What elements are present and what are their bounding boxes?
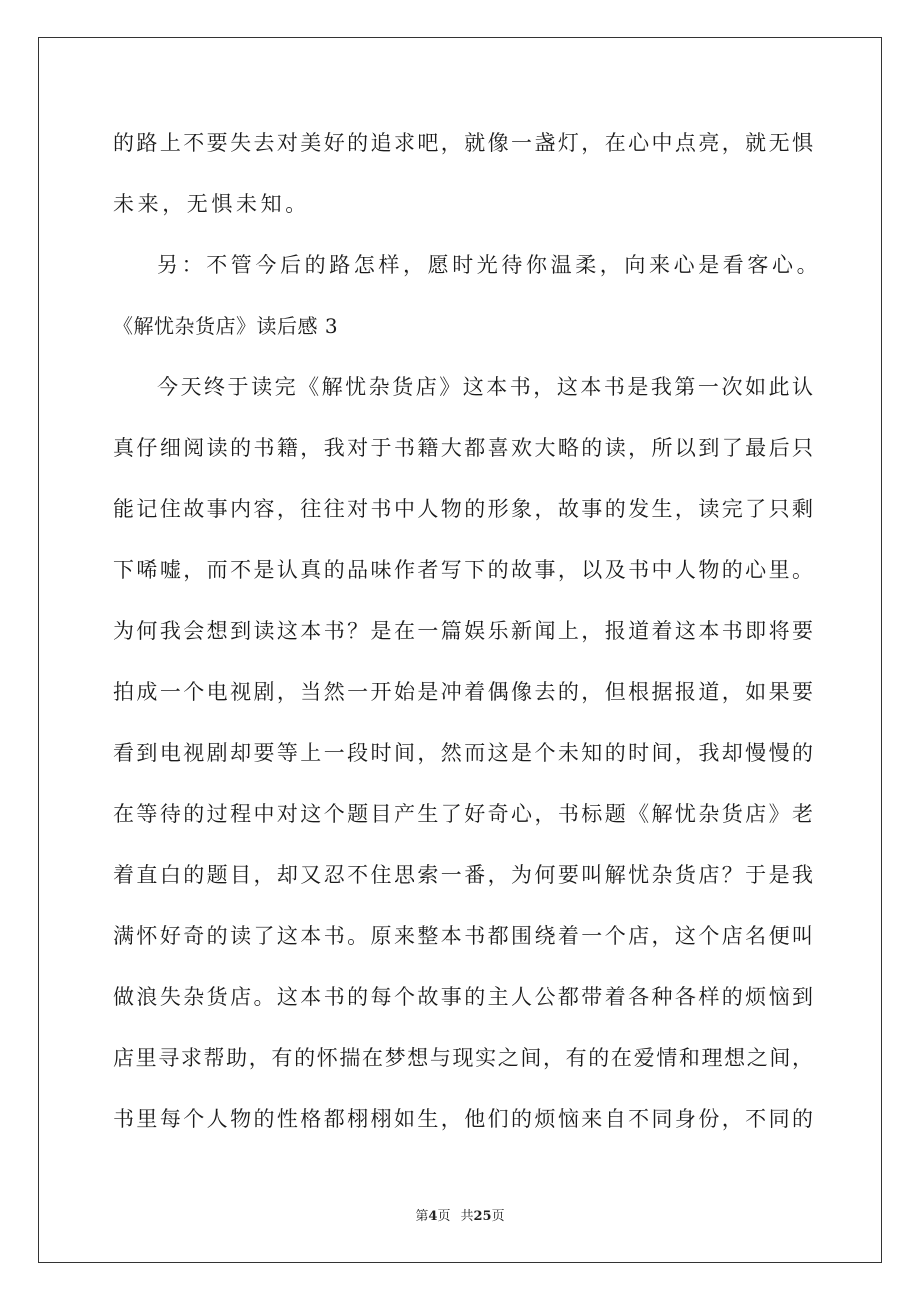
text-line: 能记住故事内容，往往对书中人物的形象，故事的发生，读完了只剩 bbox=[113, 497, 813, 521]
text-line: 未来，无惧未知。 bbox=[113, 192, 310, 216]
document-body bbox=[113, 113, 822, 1150]
page-prefix: 第 bbox=[415, 1209, 429, 1224]
text-line: 今天终于读完《解忧杂货店》这本书，这本书是我第一次如此认 bbox=[157, 375, 813, 399]
text-line: 满怀好奇的读了这本书。原来整本书都围绕着一个店，这个店名便叫 bbox=[113, 924, 813, 948]
current-page-number: 4 bbox=[428, 1209, 438, 1224]
text-line: 另：不管今后的路怎样，愿时光待你温柔，向来心是看客心。 bbox=[157, 253, 822, 277]
text-line: 下唏嘘，而不是认真的品味作者写下的故事，以及书中人物的心里。 bbox=[113, 558, 813, 582]
section-heading: 《解忧杂货店》读后感 3 bbox=[113, 314, 339, 338]
total-prefix: 共 bbox=[460, 1209, 474, 1224]
text-line: 书里每个人物的性格都栩栩如生，他们的烦恼来自不同身份，不同的 bbox=[113, 1107, 813, 1131]
text-line: 看到电视剧却要等上一段时间，然而这是个未知的时间，我却慢慢的 bbox=[113, 741, 813, 765]
text-line: 的路上不要失去对美好的追求吧，就像一盏灯，在心中点亮，就无惧 bbox=[113, 131, 813, 155]
text-line: 店里寻求帮助，有的怀揣在梦想与现实之间，有的在爱情和理想之间， bbox=[113, 1046, 813, 1070]
text-line: 拍成一个电视剧，当然一开始是冲着偶像去的，但根据报道，如果要 bbox=[113, 680, 813, 704]
text-line: 为何我会想到读这本书？是在一篇娱乐新闻上，报道着这本书即将要 bbox=[113, 619, 813, 643]
total-suffix: 页 bbox=[491, 1209, 505, 1224]
page-suffix: 页 bbox=[437, 1209, 451, 1224]
text-line: 真仔细阅读的书籍，我对于书籍大都喜欢大略的读，所以到了最后只 bbox=[113, 436, 813, 460]
page-footer bbox=[0, 1205, 920, 1224]
text-line: 做浪失杂货店。这本书的每个故事的主人公都带着各种各样的烦恼到 bbox=[113, 985, 813, 1009]
text-line: 着直白的题目，却又忍不住思索一番，为何要叫解忧杂货店？于是我 bbox=[113, 863, 813, 887]
total-page-number: 25 bbox=[473, 1209, 492, 1224]
text-line: 在等待的过程中对这个题目产生了好奇心，书标题《解忧杂货店》老 bbox=[113, 802, 813, 826]
